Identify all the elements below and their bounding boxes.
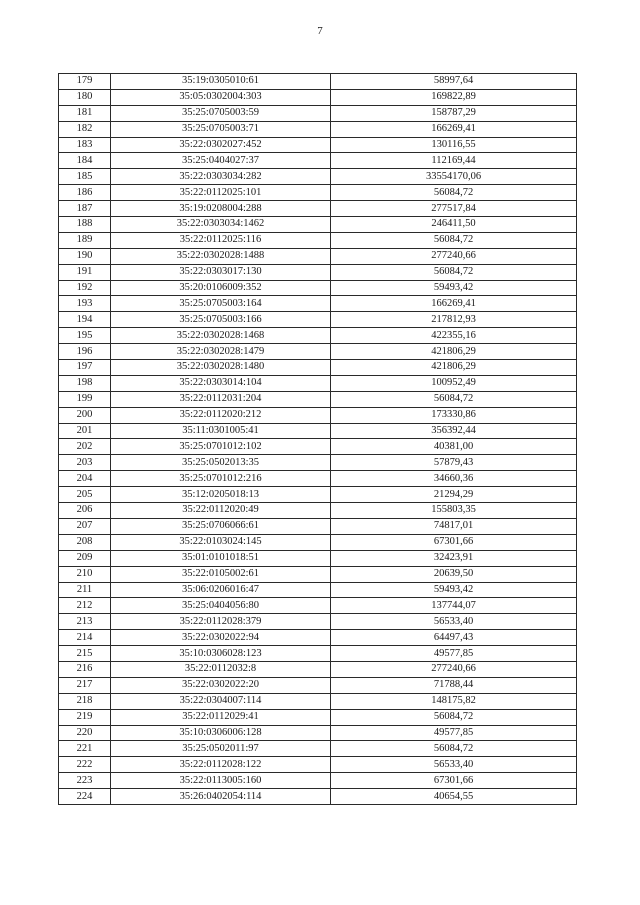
row-number-cell: 180 — [59, 89, 111, 105]
table-row — [59, 328, 577, 344]
row-number-cell: 202 — [59, 439, 111, 455]
table-row — [59, 280, 577, 296]
cadastral-value-cell: 40381,00 — [331, 439, 577, 455]
cadastral-value-cell: 166269,41 — [331, 296, 577, 312]
cadastral-number-cell: 35:10:0306028:123 — [111, 646, 331, 662]
table-row — [59, 169, 577, 185]
cadastral-number-cell: 35:22:0302028:1480 — [111, 360, 331, 376]
cadastral-value-cell: 59493,42 — [331, 280, 577, 296]
cadastral-value-cell: 56533,40 — [331, 614, 577, 630]
row-number-cell: 219 — [59, 709, 111, 725]
cadastral-number-cell: 35:22:0112032:8 — [111, 661, 331, 677]
row-number-cell: 207 — [59, 518, 111, 534]
cadastral-value-cell: 277240,66 — [331, 661, 577, 677]
cadastral-number-cell: 35:25:0701012:216 — [111, 471, 331, 487]
cadastral-number-cell: 35:19:0305010:61 — [111, 74, 331, 90]
row-number-cell: 179 — [59, 74, 111, 90]
table-body — [59, 74, 577, 805]
row-number-cell: 218 — [59, 693, 111, 709]
table-row — [59, 121, 577, 137]
cadastral-value-cell: 67301,66 — [331, 773, 577, 789]
cadastral-number-cell: 35:05:0302004:303 — [111, 89, 331, 105]
table-row — [59, 248, 577, 264]
table-row — [59, 105, 577, 121]
cadastral-number-cell: 35:26:0402054:114 — [111, 789, 331, 805]
table-row — [59, 630, 577, 646]
cadastral-number-cell: 35:22:0303014:104 — [111, 375, 331, 391]
row-number-cell: 194 — [59, 312, 111, 328]
row-number-cell: 212 — [59, 598, 111, 614]
table-row — [59, 455, 577, 471]
row-number-cell: 185 — [59, 169, 111, 185]
cadastral-number-cell: 35:12:0205018:13 — [111, 487, 331, 503]
table-row — [59, 566, 577, 582]
row-number-cell: 216 — [59, 661, 111, 677]
cadastral-value-cell: 64497,43 — [331, 630, 577, 646]
cadastral-number-cell: 35:11:0301005:41 — [111, 423, 331, 439]
row-number-cell: 183 — [59, 137, 111, 153]
cadastral-number-cell: 35:22:0302022:94 — [111, 630, 331, 646]
table-row — [59, 709, 577, 725]
cadastral-number-cell: 35:22:0303034:1462 — [111, 217, 331, 233]
cadastral-number-cell: 35:22:0112020:212 — [111, 407, 331, 423]
cadastral-value-cell: 58997,64 — [331, 74, 577, 90]
cadastral-value-cell: 421806,29 — [331, 344, 577, 360]
row-number-cell: 186 — [59, 185, 111, 201]
cadastral-number-cell: 35:25:0705003:71 — [111, 121, 331, 137]
cadastral-value-cell: 130116,55 — [331, 137, 577, 153]
cadastral-value-cell: 246411,50 — [331, 217, 577, 233]
cadastral-number-cell: 35:25:0705003:59 — [111, 105, 331, 121]
cadastral-value-cell: 67301,66 — [331, 534, 577, 550]
cadastral-number-cell: 35:22:0103024:145 — [111, 534, 331, 550]
row-number-cell: 199 — [59, 391, 111, 407]
cadastral-number-cell: 35:22:0303017:130 — [111, 264, 331, 280]
row-number-cell: 210 — [59, 566, 111, 582]
table-row — [59, 137, 577, 153]
cadastral-value-cell: 155803,35 — [331, 503, 577, 519]
cadastral-value-cell: 422355,16 — [331, 328, 577, 344]
cadastral-value-cell: 49577,85 — [331, 646, 577, 662]
table-row — [59, 74, 577, 90]
cadastral-value-cell: 173330,86 — [331, 407, 577, 423]
cadastral-number-cell: 35:10:0306006:128 — [111, 725, 331, 741]
table-row — [59, 741, 577, 757]
cadastral-number-cell: 35:25:0502011:97 — [111, 741, 331, 757]
table-row — [59, 296, 577, 312]
cadastral-value-cell: 32423,91 — [331, 550, 577, 566]
cadastral-value-cell: 169822,89 — [331, 89, 577, 105]
cadastral-value-cell: 356392,44 — [331, 423, 577, 439]
table-row — [59, 264, 577, 280]
cadastral-number-cell: 35:22:0302028:1488 — [111, 248, 331, 264]
cadastral-value-cell: 112169,44 — [331, 153, 577, 169]
row-number-cell: 204 — [59, 471, 111, 487]
page-number: 7 — [317, 25, 323, 37]
cadastral-number-cell: 35:22:0302022:20 — [111, 677, 331, 693]
table-row — [59, 153, 577, 169]
cadastral-number-cell: 35:01:0101018:51 — [111, 550, 331, 566]
table-row — [59, 503, 577, 519]
cadastral-value-cell: 33554170,06 — [331, 169, 577, 185]
cadastral-number-cell: 35:22:0105002:61 — [111, 566, 331, 582]
cadastral-number-cell: 35:22:0302027:452 — [111, 137, 331, 153]
cadastral-value-cell: 59493,42 — [331, 582, 577, 598]
table-row — [59, 375, 577, 391]
row-number-cell: 190 — [59, 248, 111, 264]
table-row — [59, 439, 577, 455]
table-row — [59, 789, 577, 805]
cadastral-value-table — [58, 73, 577, 805]
cadastral-number-cell: 35:22:0304007:114 — [111, 693, 331, 709]
cadastral-value-cell: 56084,72 — [331, 232, 577, 248]
cadastral-number-cell: 35:22:0303034:282 — [111, 169, 331, 185]
cadastral-value-cell: 56084,72 — [331, 185, 577, 201]
cadastral-number-cell: 35:25:0705003:164 — [111, 296, 331, 312]
cadastral-number-cell: 35:19:0208004:288 — [111, 201, 331, 217]
cadastral-number-cell: 35:22:0112029:41 — [111, 709, 331, 725]
table-row — [59, 550, 577, 566]
table-row — [59, 725, 577, 741]
cadastral-number-cell: 35:06:0206016:47 — [111, 582, 331, 598]
cadastral-value-cell: 166269,41 — [331, 121, 577, 137]
cadastral-value-cell: 277240,66 — [331, 248, 577, 264]
row-number-cell: 197 — [59, 360, 111, 376]
row-number-cell: 203 — [59, 455, 111, 471]
cadastral-number-cell: 35:25:0404027:37 — [111, 153, 331, 169]
cadastral-number-cell: 35:22:0302028:1479 — [111, 344, 331, 360]
table-row — [59, 185, 577, 201]
cadastral-number-cell: 35:22:0113005:160 — [111, 773, 331, 789]
row-number-cell: 214 — [59, 630, 111, 646]
cadastral-number-cell: 35:22:0112031:204 — [111, 391, 331, 407]
cadastral-value-cell: 40654,55 — [331, 789, 577, 805]
cadastral-value-cell: 49577,85 — [331, 725, 577, 741]
row-number-cell: 221 — [59, 741, 111, 757]
row-number-cell: 213 — [59, 614, 111, 630]
cadastral-number-cell: 35:25:0706066:61 — [111, 518, 331, 534]
cadastral-value-cell: 21294,29 — [331, 487, 577, 503]
cadastral-number-cell: 35:20:0106009:352 — [111, 280, 331, 296]
row-number-cell: 196 — [59, 344, 111, 360]
row-number-cell: 208 — [59, 534, 111, 550]
cadastral-number-cell: 35:22:0112025:116 — [111, 232, 331, 248]
table-row — [59, 360, 577, 376]
row-number-cell: 201 — [59, 423, 111, 439]
table-row — [59, 344, 577, 360]
table-row — [59, 518, 577, 534]
table-row — [59, 646, 577, 662]
row-number-cell: 187 — [59, 201, 111, 217]
table-row — [59, 677, 577, 693]
table-row — [59, 693, 577, 709]
cadastral-value-cell: 56084,72 — [331, 264, 577, 280]
cadastral-value-cell: 74817,01 — [331, 518, 577, 534]
cadastral-number-cell: 35:22:0112028:379 — [111, 614, 331, 630]
cadastral-value-cell: 71788,44 — [331, 677, 577, 693]
table-row — [59, 217, 577, 233]
table-row — [59, 534, 577, 550]
cadastral-value-cell: 56084,72 — [331, 741, 577, 757]
table-row — [59, 471, 577, 487]
table-row — [59, 757, 577, 773]
cadastral-value-cell: 217812,93 — [331, 312, 577, 328]
table-row — [59, 89, 577, 105]
row-number-cell: 191 — [59, 264, 111, 280]
row-number-cell: 195 — [59, 328, 111, 344]
row-number-cell: 184 — [59, 153, 111, 169]
row-number-cell: 192 — [59, 280, 111, 296]
row-number-cell: 220 — [59, 725, 111, 741]
cadastral-value-cell: 137744,07 — [331, 598, 577, 614]
cadastral-number-cell: 35:25:0502013:35 — [111, 455, 331, 471]
row-number-cell: 224 — [59, 789, 111, 805]
cadastral-value-cell: 56084,72 — [331, 391, 577, 407]
row-number-cell: 205 — [59, 487, 111, 503]
row-number-cell: 189 — [59, 232, 111, 248]
cadastral-number-cell: 35:22:0112025:101 — [111, 185, 331, 201]
row-number-cell: 182 — [59, 121, 111, 137]
row-number-cell: 223 — [59, 773, 111, 789]
table-row — [59, 423, 577, 439]
table-row — [59, 598, 577, 614]
table-row — [59, 201, 577, 217]
cadastral-value-cell: 421806,29 — [331, 360, 577, 376]
table-row — [59, 773, 577, 789]
table-row — [59, 582, 577, 598]
cadastral-number-cell: 35:22:0112028:122 — [111, 757, 331, 773]
cadastral-value-cell: 277517,84 — [331, 201, 577, 217]
row-number-cell: 188 — [59, 217, 111, 233]
row-number-cell: 215 — [59, 646, 111, 662]
cadastral-value-cell: 56084,72 — [331, 709, 577, 725]
table-row — [59, 614, 577, 630]
table-row — [59, 661, 577, 677]
row-number-cell: 209 — [59, 550, 111, 566]
table-row — [59, 391, 577, 407]
cadastral-value-cell: 56533,40 — [331, 757, 577, 773]
table-row — [59, 407, 577, 423]
row-number-cell: 198 — [59, 375, 111, 391]
cadastral-number-cell: 35:25:0701012:102 — [111, 439, 331, 455]
cadastral-value-cell: 20639,50 — [331, 566, 577, 582]
cadastral-number-cell: 35:25:0705003:166 — [111, 312, 331, 328]
table-row — [59, 487, 577, 503]
row-number-cell: 193 — [59, 296, 111, 312]
cadastral-value-cell: 100952,49 — [331, 375, 577, 391]
row-number-cell: 217 — [59, 677, 111, 693]
cadastral-number-cell: 35:22:0112020:49 — [111, 503, 331, 519]
cadastral-value-cell: 148175,82 — [331, 693, 577, 709]
row-number-cell: 200 — [59, 407, 111, 423]
table-row — [59, 232, 577, 248]
row-number-cell: 222 — [59, 757, 111, 773]
cadastral-value-cell: 158787,29 — [331, 105, 577, 121]
row-number-cell: 181 — [59, 105, 111, 121]
table-row — [59, 312, 577, 328]
row-number-cell: 211 — [59, 582, 111, 598]
cadastral-number-cell: 35:22:0302028:1468 — [111, 328, 331, 344]
cadastral-value-cell: 34660,36 — [331, 471, 577, 487]
cadastral-value-cell: 57879,43 — [331, 455, 577, 471]
row-number-cell: 206 — [59, 503, 111, 519]
cadastral-number-cell: 35:25:0404056:80 — [111, 598, 331, 614]
